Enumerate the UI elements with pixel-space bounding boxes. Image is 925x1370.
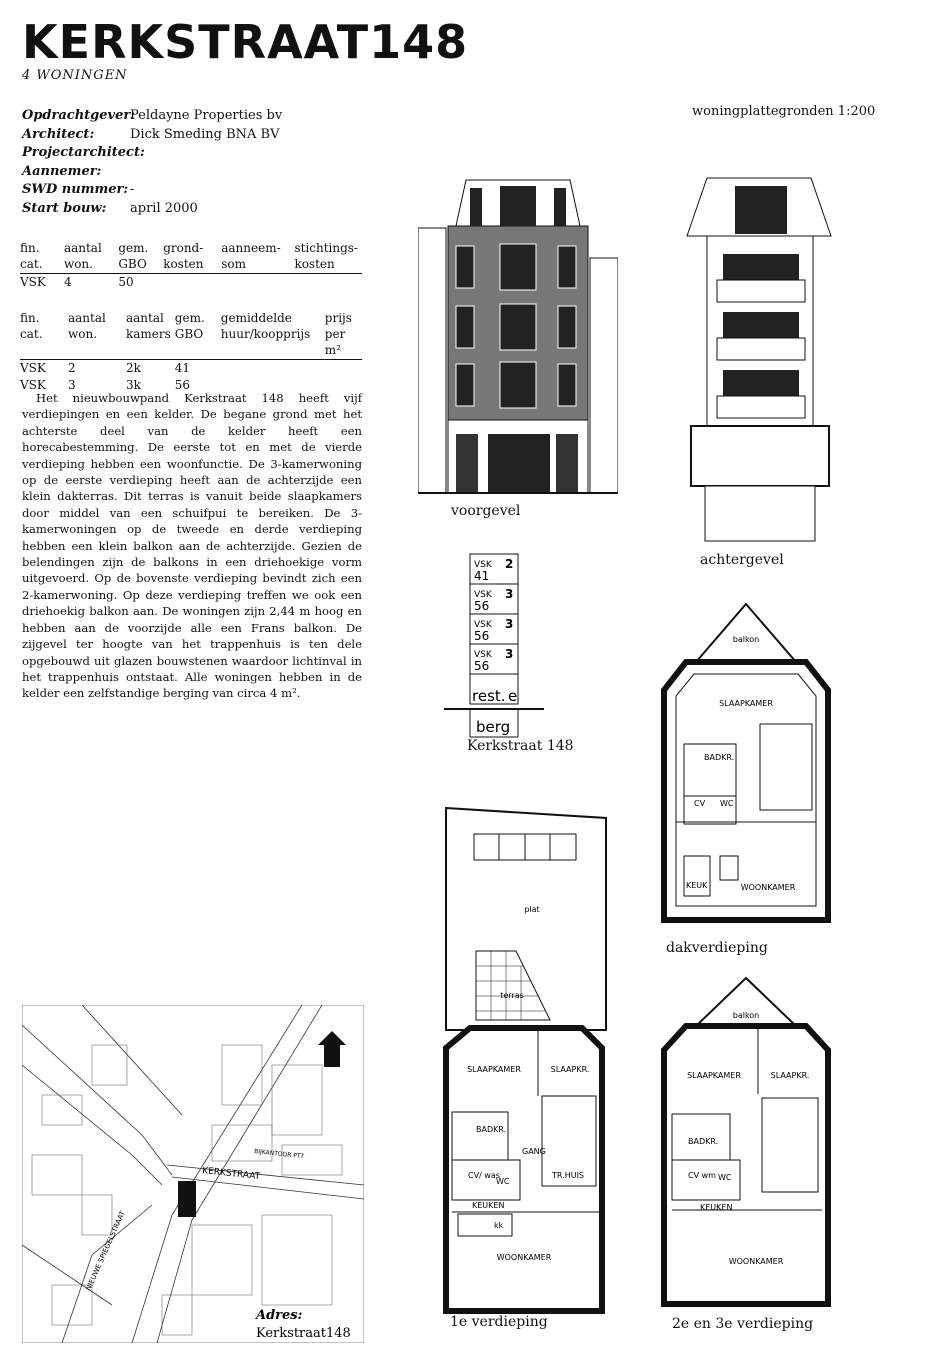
svg-text:SLAAPKAMER: SLAAPKAMER	[467, 1065, 521, 1074]
svg-text:plat: plat	[524, 905, 540, 914]
section-cat: VSK	[474, 650, 492, 660]
section-diagram	[444, 552, 546, 742]
section-ground-suffix: e	[508, 687, 518, 705]
address-value: Kerkstraat148	[256, 1326, 351, 1341]
meta-row: Opdrachtgever:Peldayne Properties bv	[22, 108, 283, 123]
svg-text:CV/ was: CV/ was	[468, 1171, 500, 1180]
svg-text:BADKR.: BADKR.	[476, 1125, 507, 1134]
svg-text:SLAAPKR.: SLAAPKR.	[550, 1065, 590, 1074]
floorplan-1e-verdieping	[442, 806, 610, 1316]
svg-text:WC: WC	[496, 1177, 510, 1186]
plan-scale-label: woningplattegronden 1:200	[692, 104, 876, 119]
section-cat: VSK	[474, 560, 492, 570]
table-row: VSK 2 2k 41	[20, 361, 191, 375]
project-info	[22, 107, 282, 218]
section-gbo: 41	[474, 569, 490, 583]
meta-row: SWD nummer: -	[22, 182, 135, 197]
svg-text:WOONKAMER: WOONKAMER	[496, 1253, 552, 1262]
section-ground: rest.	[472, 687, 506, 705]
meta-row: Aannemer:	[22, 163, 102, 179]
meta-row: Architect: Dick Smeding BNA BV	[22, 126, 280, 142]
table-row: VSK 3 3k 56	[20, 378, 191, 392]
svg-text:KEUKEN: KEUKEN	[700, 1203, 733, 1212]
caption-1e-verdieping: 1e verdieping	[450, 1314, 548, 1330]
svg-text:CV: CV	[694, 799, 706, 808]
svg-text:BADKR.: BADKR.	[704, 753, 735, 762]
svg-text:kk: kk	[494, 1221, 504, 1230]
project-description: Het nieuwbouwpand Kerkstraat 148 heeft vijf verdiepingen en een kelder. De begane grond met het achterste deel van de kelder heeft een horecabestemming. De eerste tot en met de vierde verdieping hebben een woonfunctie. De 3-kamerwoning op de eerste verdieping heeft aan de achterzijde een klein dakterras. Dit terras is vanuit beide slaapkamers door middel van een schuifpui te bereiken. De 3-kamerwoningen op de tweede en derde verdieping hebben een klein balkon aan de achterzijde. Gezien de belendingen zijn de balkons in een driehoekige vorm uitgevoerd. Op de bovenste verdieping bevindt zich een 2-kamerwoning. Op deze verdieping treffen we ook een driehoekig balkon aan. De woningen zijn 2,44 m hoog en hebben aan de voorzijde alle een Frans balkon. De zijgevel ter hoogte van het trappenhuis is ten dele opgebouwd uit glazen bouwstenen waardoor lichtinval in het trappenhuis ontstaat. Alle woningen hebben in de kelder een zelfstandige berging van circa 4 m².	[22, 391, 362, 701]
svg-text:SLAAPKR.: SLAAPKR.	[770, 1071, 810, 1080]
section-kamers: 3	[505, 617, 514, 631]
svg-text:terras: terras	[500, 991, 524, 1000]
section-basement: berg	[476, 718, 511, 736]
rear-elevation-drawing	[685, 176, 835, 548]
svg-text:SLAAPKAMER: SLAAPKAMER	[719, 699, 773, 708]
section-kamers: 3	[505, 587, 514, 601]
svg-text:TR.HUIS: TR.HUIS	[552, 1171, 585, 1180]
location-map	[22, 1005, 364, 1343]
svg-text:WOONKAMER: WOONKAMER	[728, 1257, 784, 1266]
svg-text:GANG: GANG	[522, 1147, 546, 1156]
section-gbo: 56	[474, 599, 490, 613]
svg-text:SLAAPKAMER: SLAAPKAMER	[687, 1071, 741, 1080]
caption-dakverdieping: dakverdieping	[666, 940, 768, 956]
floorplan-dakverdieping	[660, 600, 832, 932]
map-label-ptt: BIJKANTOOR PTT	[253, 1148, 305, 1161]
caption-voorgevel: voorgevel	[451, 503, 521, 519]
caption-achtergevel: achtergevel	[700, 552, 784, 568]
street-kerkstraat: KERKSTRAAT	[201, 1166, 261, 1183]
section-gbo: 56	[474, 629, 490, 643]
svg-text:balkon: balkon	[732, 635, 760, 644]
section-cat: VSK	[474, 590, 492, 600]
floorplan-2e-3e-verdieping	[660, 974, 832, 1310]
dwelling-table: fin. cat. aantal won. aantal kamers gem. GBO gemiddelde huur/koopprijs prijs per m² VSK 2 2k 41 VSK 3 3k 56	[20, 310, 362, 394]
svg-text:WC: WC	[718, 1173, 732, 1182]
page-subtitle: 4 WONINGEN	[22, 68, 128, 83]
section-cat: VSK	[474, 620, 492, 630]
svg-text:balkon: balkon	[732, 1011, 760, 1020]
caption-section: Kerkstraat 148	[467, 738, 574, 754]
cost-table: fin. cat. aantal won. gem. GBO grond- kosten aanneem- som stichtings- kosten VSK 4 50	[20, 240, 362, 291]
meta-row: Projectarchitect:	[22, 145, 145, 160]
table-row: VSK 4 50	[20, 275, 134, 289]
page-title: KERKSTRAAT148	[22, 15, 469, 69]
section-kamers: 2	[505, 557, 514, 571]
street-nieuwe-spiegelstraat: NIEUWE SPIEGELSTRAAT	[84, 1209, 127, 1292]
svg-text:KEUK: KEUK	[686, 881, 708, 890]
address-label: Adres:	[256, 1308, 303, 1323]
section-kamers: 3	[505, 647, 514, 661]
svg-text:WOONKAMER: WOONKAMER	[740, 883, 796, 892]
front-elevation-drawing	[418, 158, 618, 498]
meta-row: Start bouw: april 2000	[22, 200, 198, 216]
svg-text:BADKR.: BADKR.	[688, 1137, 719, 1146]
svg-text:CV wm: CV wm	[688, 1171, 716, 1180]
svg-text:WC: WC	[720, 799, 734, 808]
section-gbo: 56	[474, 659, 490, 673]
caption-2e-3e-verdieping: 2e en 3e verdieping	[672, 1316, 814, 1332]
svg-text:KEUKEN: KEUKEN	[472, 1201, 505, 1210]
